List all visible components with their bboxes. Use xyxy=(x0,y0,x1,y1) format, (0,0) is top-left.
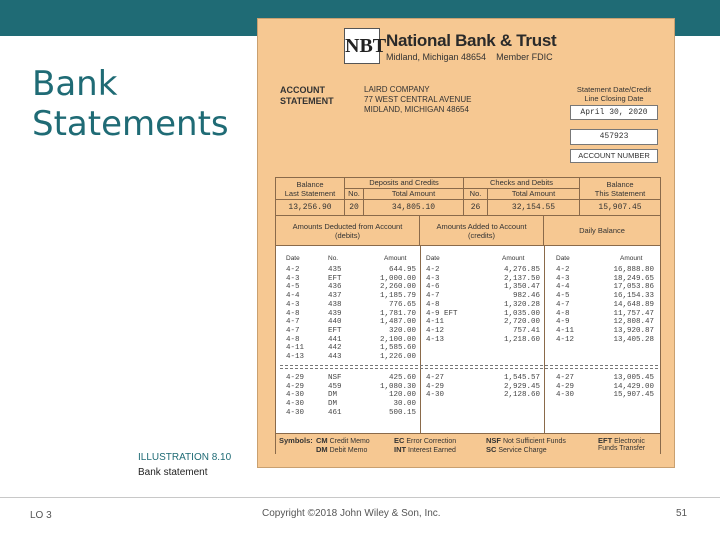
debit-dates: 4-2 4-3 4-5 4-4 4-3 4-8 4-7 4-7 4-8 4-11 4-13 xyxy=(286,266,305,362)
daily-amounts-late: 13,005.45 14,429.00 15,907.45 xyxy=(613,374,654,400)
closing-label-line-1: Statement Date/Credit xyxy=(576,85,652,94)
slide-title-line-1: Bank xyxy=(32,64,118,104)
bank-name: National Bank & Trust xyxy=(386,31,557,50)
debit-amounts: 644.95 1,000.00 2,260.00 1,185.79 776.65 1,781.70 1,487.00 320.00 2,100.00 1,585.60 1,226.00 xyxy=(379,266,416,362)
divider-credits xyxy=(420,246,421,433)
dashed-separator-1 xyxy=(280,365,658,366)
symbol-nsf: NSF xyxy=(486,436,501,445)
debits-header-line-1: Amounts Deducted from Account xyxy=(292,222,403,231)
account-label-line-1: ACCOUNT xyxy=(280,85,325,95)
company-name: LAIRD COMPANY xyxy=(364,85,430,94)
illustration-caption: Bank statement xyxy=(138,467,208,478)
closing-date: April 30, 2020 xyxy=(570,105,658,120)
checks-no-header: No. xyxy=(464,189,488,200)
balance-last-header-1: Balance xyxy=(296,180,324,189)
col-date-credits: Date xyxy=(426,255,440,262)
credit-dates: 4-2 4-3 4-6 4-7 4-8 4-9 EFT 4-11 4-12 4-13 xyxy=(426,266,458,344)
daily-amounts: 16,888.80 18,249.65 17,053.86 16,154.33 14,648.89 11,757.47 12,808.47 13,920.87 13,405.28 xyxy=(613,266,654,344)
checks-total-header: Total Amount xyxy=(488,189,580,200)
deposits-no-header: No. xyxy=(345,189,364,200)
debit-numbers-late: NSF 459 DM DM 461 xyxy=(328,374,342,417)
company-city: MIDLAND, MICHIGAN 48654 xyxy=(364,105,469,114)
deposits-total-header: Total Amount xyxy=(364,189,464,200)
symbol-int-text: Interest Earned xyxy=(408,447,456,454)
debits-header-line-2: (debits) xyxy=(334,231,360,240)
symbol-eft: EFT xyxy=(598,436,613,445)
account-number-label: ACCOUNT NUMBER xyxy=(570,149,658,163)
symbol-dm-text: Debit Memo xyxy=(329,447,368,454)
account-statement-label xyxy=(280,85,350,107)
divider-daily xyxy=(544,246,545,433)
debit-dates-late: 4-29 4-29 4-30 4-30 4-30 xyxy=(286,374,305,417)
balance-last-header-2: Last Statement xyxy=(284,189,336,198)
col-no-debits: No. xyxy=(328,255,339,262)
credit-dates-late: 4-27 4-29 4-30 xyxy=(426,374,445,400)
symbol-sc: SC xyxy=(486,445,497,454)
statement-grid xyxy=(275,177,661,454)
last-balance-value: 13,256.90 xyxy=(276,200,345,216)
daily-dates-late: 4-27 4-29 4-30 xyxy=(556,374,575,400)
bank-address: Midland, Michigan 48654 Member FDIC xyxy=(386,52,553,62)
checks-count: 26 xyxy=(464,200,488,216)
bank-statement-image xyxy=(257,18,675,468)
col-date-daily: Date xyxy=(556,255,570,262)
learning-objective: LO 3 xyxy=(30,510,52,521)
col-amount-debits: Amount xyxy=(384,255,407,262)
slide-title-line-2: Statements xyxy=(32,104,229,144)
credits-section-header xyxy=(420,216,544,246)
daily-dates: 4-2 4-3 4-4 4-5 4-7 4-8 4-9 4-11 4-12 xyxy=(556,266,575,344)
deposits-count: 20 xyxy=(345,200,364,216)
account-number: 457923 xyxy=(570,129,658,145)
debits-section-header xyxy=(276,216,420,246)
symbol-nsf-text: Not Sufficient Funds xyxy=(502,438,566,445)
checks-header: Checks and Debits xyxy=(464,178,580,189)
debit-numbers: 435 EFT 436 437 438 439 440 EFT 441 442 443 xyxy=(328,266,342,362)
bank-logo: NBT xyxy=(344,28,380,64)
deposits-total: 34,805.10 xyxy=(364,200,464,216)
credit-amounts: 4,276.85 2,137.50 1,350.47 982.46 1,320.28 1,035.00 2,720.00 757.41 1,218.60 xyxy=(503,266,540,344)
debit-amounts-late: 425.60 1,080.30 120.00 30.00 500.15 xyxy=(379,374,416,417)
symbol-ec-text: Error Correction xyxy=(406,438,457,445)
slide-title xyxy=(32,64,229,144)
credit-amounts-late: 1,545.57 2,929.45 2,128.60 xyxy=(503,374,540,400)
col-amount-daily: Amount xyxy=(620,255,643,262)
symbol-eft-text-2: Funds Transfer xyxy=(598,445,646,452)
symbols-legend xyxy=(276,433,660,454)
col-date-debits: Date xyxy=(286,255,300,262)
col-amount-credits: Amount xyxy=(502,255,525,262)
company-address xyxy=(364,85,471,115)
symbols-label: Symbols: xyxy=(279,436,313,445)
credits-header-line-2: (credits) xyxy=(467,231,496,240)
symbol-ec: EC xyxy=(394,436,405,445)
symbol-sc-text: Service Charge xyxy=(498,447,547,454)
balance-this-header-1: Balance xyxy=(606,180,634,189)
balance-last-header xyxy=(276,178,345,200)
company-street: 77 WEST CENTRAL AVENUE xyxy=(364,95,472,104)
symbol-dm: DM xyxy=(316,445,328,454)
symbol-eft-text-1: Electronic xyxy=(614,438,645,445)
this-balance-value: 15,907.45 xyxy=(580,200,660,216)
symbol-cm-text: Credit Memo xyxy=(329,438,370,445)
credits-header-line-1: Amounts Added to Account xyxy=(436,222,527,231)
daily-balance-header: Daily Balance xyxy=(544,216,660,246)
illustration-number: ILLUSTRATION 8.10 xyxy=(138,452,232,463)
dashed-separator-2 xyxy=(280,368,658,369)
closing-label-line-2: Line Closing Date xyxy=(584,94,644,103)
symbol-int: INT xyxy=(394,445,407,454)
checks-total: 32,154.55 xyxy=(488,200,580,216)
balance-this-header xyxy=(580,178,660,200)
symbol-cm: CM xyxy=(316,436,328,445)
footer-divider xyxy=(0,497,720,498)
balance-this-header-2: This Statement xyxy=(594,189,646,198)
copyright: Copyright ©2018 John Wiley & Son, Inc. xyxy=(262,508,441,519)
closing-date-label xyxy=(570,85,658,103)
deposits-header: Deposits and Credits xyxy=(345,178,464,189)
account-label-line-2: STATEMENT xyxy=(280,96,334,106)
page-number: 51 xyxy=(676,508,688,519)
